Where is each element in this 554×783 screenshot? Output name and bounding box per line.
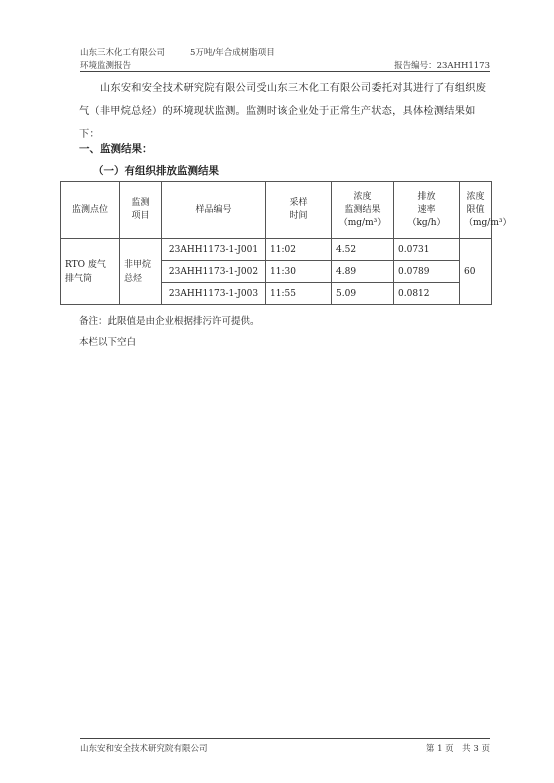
cell-sampling-time: 11:30 — [266, 261, 332, 283]
header-concentration-limit: 浓度 限值 （mg/m³） — [460, 182, 492, 239]
monitoring-results-table — [60, 181, 512, 305]
header-doc-type: 环境监测报告 — [80, 61, 132, 71]
header-concentration: 浓度 监测结果 （mg/m³） — [332, 182, 394, 239]
header-monitoring-point: 监测点位 — [61, 182, 120, 239]
cell-monitoring-point: RTO 废气 排气筒 — [61, 239, 120, 305]
cell-sampling-time: 11:55 — [266, 283, 332, 305]
cell-sampling-time: 11:02 — [266, 239, 332, 261]
section-heading-results: 一、监测结果： — [79, 143, 153, 155]
subsection-heading-organized-emission: （一）有组织排放监测结果 — [93, 165, 219, 177]
header-company: 山东三木化工有限公司 — [80, 48, 166, 58]
cell-sample-number: 23AHH1173-1-J002 — [162, 261, 266, 283]
header-monitoring-item: 监测 项目 — [120, 182, 162, 239]
header-report-number: 报告编号：23AHH1173 — [394, 61, 490, 71]
cell-sample-number: 23AHH1173-1-J001 — [162, 239, 266, 261]
table-header-row — [61, 182, 492, 239]
header-sampling-time: 采样 时间 — [266, 182, 332, 239]
cell-sample-number: 23AHH1173-1-J003 — [162, 283, 266, 305]
table-remark: 备注：此限值是由企业根据排污许可提供。 — [79, 316, 260, 327]
cell-emission-rate: 0.0812 — [394, 283, 460, 305]
table-row — [61, 239, 492, 261]
cell-concentration: 5.09 — [332, 283, 394, 305]
header-divider — [80, 71, 490, 72]
footer-page-number: 第 1 页 共 3 页 — [425, 744, 490, 754]
footer-divider — [80, 738, 490, 739]
cell-concentration: 4.52 — [332, 239, 394, 261]
cell-emission-rate: 0.0731 — [394, 239, 460, 261]
cell-concentration-limit: 60 — [460, 239, 492, 305]
cell-emission-rate: 0.0789 — [394, 261, 460, 283]
intro-paragraph: 山东安和安全技术研究院有限公司受山东三木化工有限公司委托对其进行了有组织废气（非甲烷总烃）的环境现状监测。监测时该企业处于正常生产状态，具体检测结果如下： — [79, 83, 487, 140]
header-project: 5万吨/年合成树脂项目 — [190, 48, 275, 58]
header-sample-number: 样品编号 — [162, 182, 266, 239]
header-emission-rate: 排放 速率 （kg/h） — [394, 182, 460, 239]
blank-below-notice: 本栏以下空白 — [79, 337, 137, 348]
cell-concentration: 4.89 — [332, 261, 394, 283]
cell-monitoring-item: 非甲烷 总烃 — [120, 239, 162, 305]
footer-organization: 山东安和安全技术研究院有限公司 — [80, 744, 208, 754]
